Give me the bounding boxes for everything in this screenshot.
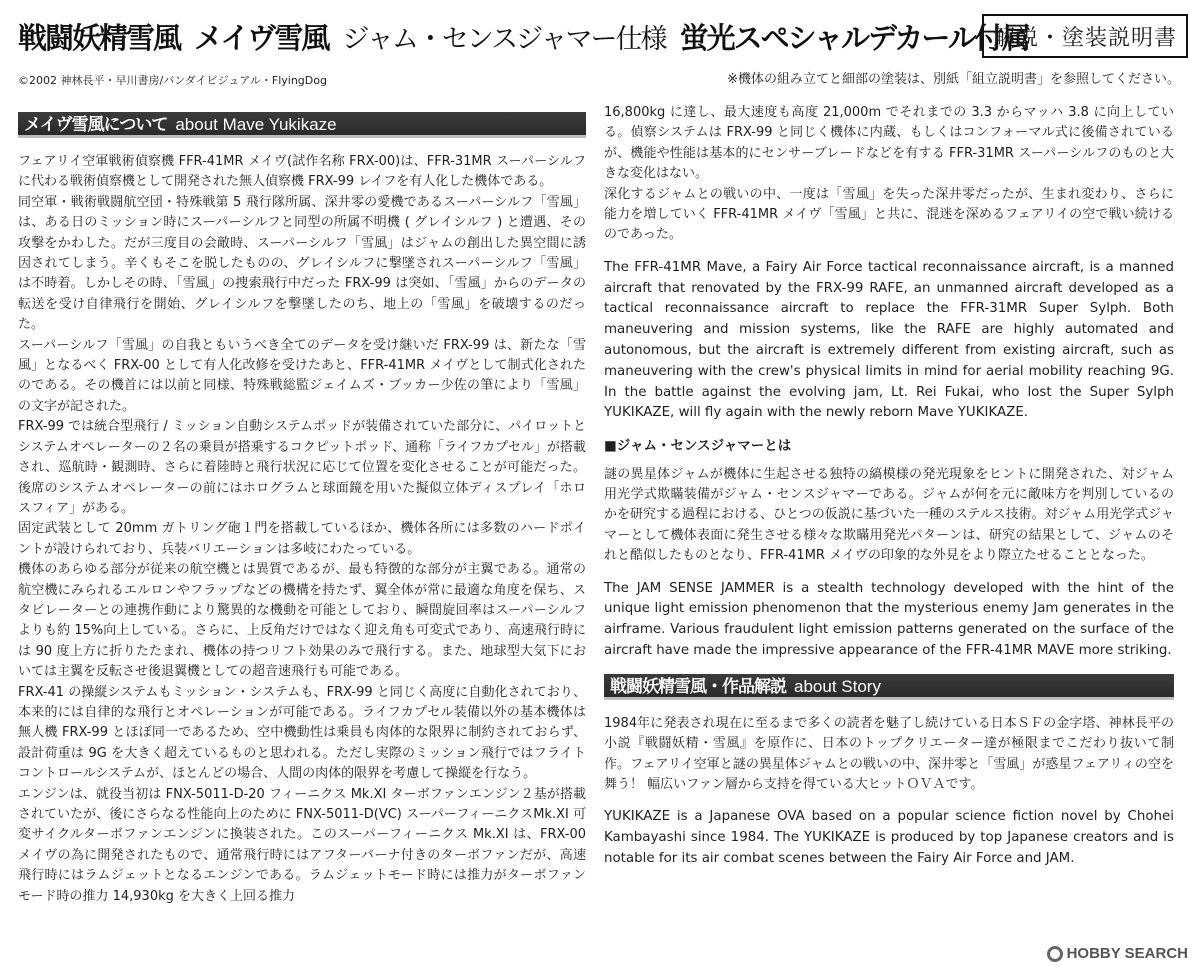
manual-label-box: 解説・塗装説明書 [982, 14, 1188, 58]
hobby-search-watermark [1047, 945, 1188, 962]
paragraph: フェアリイ空軍戦術偵察機 FFR-41MR メイヴ(試作名称 FRX-00)は、FFR-31MR スーパーシルフに代わる戦術偵察機として開発された無人偵察機 FRX-99 レイフを有人化した機体である。 [18, 154, 586, 190]
section-title-jp: 戦闘妖精雪風・作品解説 [610, 676, 786, 697]
right-column [604, 103, 1174, 870]
section-title-en: about Mave Yukikaze [175, 115, 337, 134]
section-header-mave [18, 112, 586, 138]
section-header-story [604, 674, 1174, 700]
series-title: 戦闘妖精雪風 [18, 21, 181, 55]
section-title-en: about Story [794, 676, 881, 696]
left-column [18, 112, 586, 907]
jammer-japanese-description: 謎の異星体ジャムが機体に生起させる独特の縞模様の発光現象をヒントに開発された、対ジャム用光学式欺瞞装備がジャム・センスジャマーである。ジャムが何を元に敵味方を判別しているのかを研究する過程における、ひとつの仮説に基づいた一種のステルス技術。対ジャム用光学式ジャマーとして機体表面に発生させる様々な欺瞞用発光パターンは、研究の結果として、ジャムのそれと酷似したものとなり、FFR-41MR メイヴの印象的な外見をより際立たせることとなった。 [604, 466, 1174, 564]
header [18, 14, 1188, 60]
paragraph: スーパーシルフ「雪風」の自我ともいうべき全てのデータを受け継いだ FRX-99 は、新たな「雪風」となるべく FRX-00 として有人化改修を受けたあと、FFR-41MR メイヴとして制式化されたのである。その機首には以前と同様、特殊戦総監ジェイムズ・ブッカー少佐の筆により「雪風」の文字が記された。 [18, 337, 586, 414]
section-title-jp: メイヴ雪風について [24, 115, 168, 135]
paragraph: 深化するジャムとの戦いの中、一度は「雪風」を失った深井零だったが、生まれ変わり、さらに能力を増していく FFR-41MR メイヴ「雪風」と共に、混迷を深めるフェアリイの空で戦い続けるのであった。 [604, 186, 1174, 243]
product-title [18, 16, 1043, 57]
story-english-description: YUKIKAZE is a Japanese OVA based on a popular science fiction novel by Chohei Kambayashi since 1984. The YUKIKAZE is produced by top Japanese creators and is notable for its air combat scenes between the Fairy Air Force and JAM. [604, 809, 1174, 867]
watermark-logo-icon [1047, 946, 1063, 962]
copyright: ©2002 神林長平・早川書房/バンダイビジュアル・FlyingDog [18, 74, 327, 87]
model-title: メイヴ雪風 [194, 21, 329, 55]
variant-title: ジャム・センスジャマー仕様 [342, 24, 666, 55]
assembly-note: ※機体の組み立てと細部の塗装は、別紙「組立説明書」を参照してください。 [727, 72, 1180, 87]
paragraph: 機体のあらゆる部分が従来の航空機とは異質であるが、最も特徴的な部分が主翼である。通常の航空機にみられるエルロンやフラップなどの機構を持たず、翼全体が常に最適な角度を保ち、スタビレーターとの連携作動により驚異的な機動を可能としており、瞬間旋回率はスーパーシルフよりも約 15%向上している。さらに、上反角だけではなく迎え角も可変式であり、高速飛行時には 90 度上方に折りたたまれ、機体の持つリフト効果のみで飛行する。また、地球型大気下においては主翼を反転させ後退翼機としての超音速飛行も可能である。 [18, 562, 586, 680]
paragraph: エンジンは、就役当初は FNX-5011-D-20 フィーニクス Mk.XI ターボファンエンジン２基が搭載されていたが、後にさらなる性能向上のために FNX-5011-D(VC) スーパーフィーニクスMk.XI 可変サイクルターボファンエンジンに換装された。このスーパーフィーニクス Mk.XI は、FRX-00 メイヴの為に開発されたもので、通常飛行時にはアフターバーナ付きのターボファンだが、高速飛行時にはラムジェットとなるエンジンである。ラムジェットモード時には推力がターボファンモード時の推力 14,930kg を大きく上回る推力 [18, 786, 586, 904]
jammer-english-description: The JAM SENSE JAMMER is a stealth technology developed with the hint of the unique light emission phenomenon that the mysterious enemy Jam generates in the airframe. Various fraudulent light emission patterns generated on the surface of the aircraft have made the impressive appearance of the FFR-41MR MAVE more striking. [604, 580, 1174, 659]
paragraph: 同空軍・戦術戦闘航空団・特殊戦第 5 飛行隊所属、深井零の愛機であるスーパーシルフ「雪風」は、ある日のミッション時にスーパーシルフと同型の所属不明機 ( グレイシルフ ) と遭遇、その攻撃をかわした。だが三度目の会敵時、スーパーシルフ「雪風」はジャムの創出した異空間に誘因されてしまう。辛くもそこを脱したものの、グレイシルフに撃墜されスーパーシルフ「雪風」は不時着。しかしその時、「雪風」の捜索飛行中だった FRX-99 は突如、「雪風」からのデータの転送を受け自律飛行を開始、グレイシルフを撃墜したのち、地上の「雪風」を破壊するのだった。 [18, 194, 586, 333]
paragraph: FRX-99 では統合型飛行 / ミッション自動システムポッドが装備されていた部分に、パイロットとシステムオペレーターの２名の乗員が搭乗するコクピットポッド、通称「ライフカプセル」が搭載され、巡航時・観測時、さらに着陸時と飛行状況に応じて位置を変化させることが可能だった。後席のシステムオペレーターの前にはホログラムと球面鏡を用いた擬似立体ディスプレイ「ホロスフィア」がある。 [18, 419, 586, 516]
watermark-text: HOBBY SEARCH [1066, 945, 1188, 962]
story-japanese-description: 1984年に発表され現在に至るまで多くの読者を魅了し続けている日本ＳＦの金字塔、神林長平の小説『戦闘妖精・雪風』を原作に、日本のトップクリエーター達が極限までこだわり抜いて制作。フェアリイ空軍と謎の異星体ジャムとの戦いの中、深井零と「雪風」が惑星フェアリィの空を舞う！ 幅広いファン層から支持を得ている大ヒットＯＶＡです。 [604, 715, 1174, 793]
paragraph: 固定武装として 20mm ガトリング砲１門を搭載しているほか、機体各所には多数のハードポイントが設けられており、兵装バリエーションは多岐にわたっている。 [18, 521, 586, 557]
jammer-heading: ■ジャム・センスジャマーとは [604, 438, 792, 455]
decal-title: 蛍光スペシャルデカール付属 [679, 21, 1029, 55]
paragraph: 16,800kg に達し、最大速度も高度 21,000m でそれまでの 3.3 からマッハ 3.8 に向上している。偵察システムは FRX-99 と同じく機体に内蔵、もしくはコンフォーマル式に後備されているが、機能や性能は基本的にセンサーブレードなどを有する FFR-31MR スーパーシルフのものと大きな変化はない。 [604, 105, 1174, 182]
mave-english-description: The FFR-41MR Mave, a Fairy Air Force tactical reconnaissance aircraft, is a manned aircraft that renovated by the FRX-99 RAFE, an unmanned aircraft developed as a tactical reconnaissance aircraft to replace the FFR-31MR Super Sylph. Both maneuvering and mission systems, like the RAFE are highly automated and autonomous, but the aircraft is extremely different from existing aircraft, such as maneuvering with the crew's physical limits in mind for aerial mobility reaching 9G. In the battle against the evolving jam, Lt. Rei Fukai, who lost the Super Sylph YUKIKAZE, will fly again with the newly reborn Mave YUKIKAZE. [604, 259, 1174, 421]
paragraph: FRX-41 の操縦システムもミッション・システムも、FRX-99 と同じく高度に自動化されており、本来的には自律的な飛行とオペレーションが可能である。ライフカプセル装備以外の基本機体は無人機 FRX-99 とほぼ同一であるため、空中機動性は乗員も肉体的な限界に制約されておらず、設計荷重は 9G を大きく超えているものと思われる。ただし実際のミッション飛行ではフライトコントロールシステムが、ほとんどの場合、人間の肉体的限界を考慮して操縦を行なう。 [18, 684, 586, 782]
